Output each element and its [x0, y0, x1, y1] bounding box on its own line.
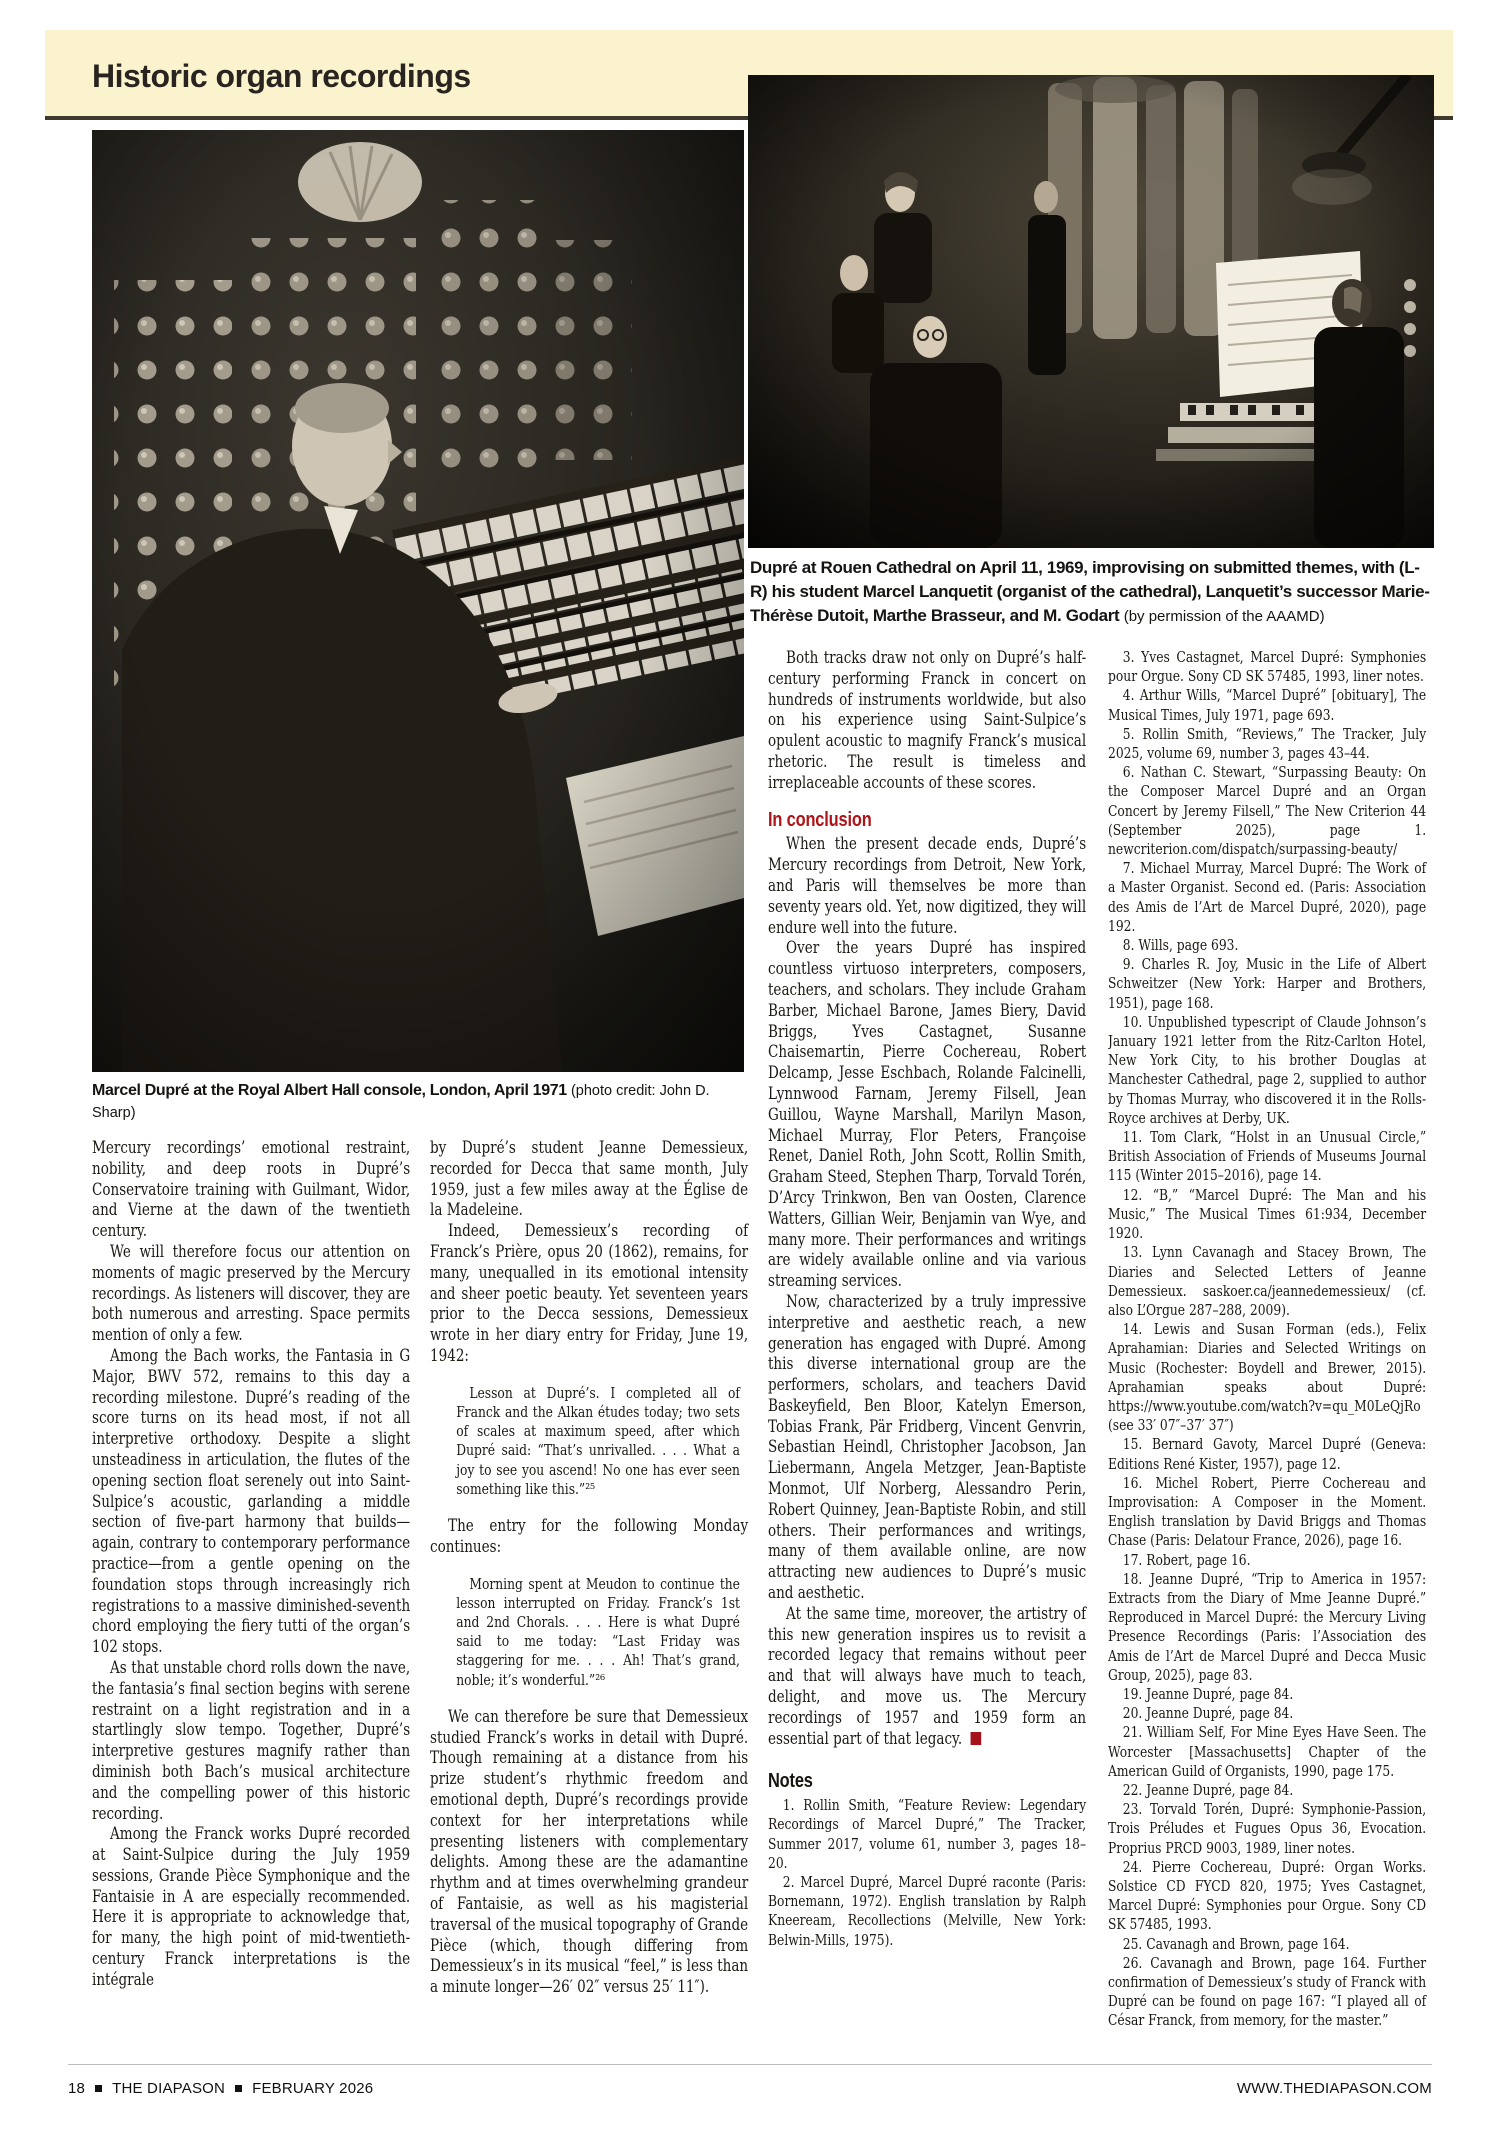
footnote: 20. Jeanne Dupré, page 84.	[1122, 1704, 1294, 1723]
section-heading-notes: Notes	[768, 1770, 813, 1793]
publication-name: THE DIAPASON	[112, 2080, 226, 2097]
footnote: 8. Wills, page 693.	[1122, 936, 1239, 955]
paragraph: When the present decade ends, Dupré’s Mercury recordings from Detroit, New York, and Paris will themselves be more than seventy years old. Yet, now digitized, they will endure well into the future.	[768, 834, 1087, 937]
section-heading-in-conclusion: In conclusion	[768, 808, 872, 831]
paragraph: Now, characterized by a truly impressive interpretive and aesthetic reach, a new generation has engaged with Dupré. Among this diverse international group are the performers, scholars, and teachers David Baskeyfield, Ben Bloor, Katelyn Emerson, Tobias Frank, Pär Fridberg, Vincent Genvrin, Sebastian Heindl, Christopher Jacobson, Jan Liebermann, Angela Metzger, Jean-Baptiste Monmot, Ulf Norberg, Alessandro Perin, Robert Quinney, Jean-Baptiste Robin, and still others. Their performances and writings, many of them available online, are now attracting new audiences to Dupré’s music and aesthetic.	[768, 1291, 1087, 1603]
paragraph: Mercury recordings’ emotional restraint, nobility, and deep roots in Dupré’s Conservatoire training with Guilmant, Widor, and Vierne at the dawn of the twentieth century.	[92, 1138, 411, 1241]
right-photo	[748, 75, 1434, 548]
square-separator-icon	[95, 2085, 102, 2092]
footnote: 16. Michel Robert, Pierre Cochereau and Improvisation: A Composer in the Moment. English translation by David Briggs and Thomas Chase (Paris: Delatour France, 2026), page 16.	[1108, 1473, 1427, 1550]
footnote: 11. Tom Clark, “Holst in an Unusual Circle,” British Association of Friends of Museums Journal 115 (Winter 2015–2016), page 14.	[1108, 1128, 1427, 1185]
footer-left	[68, 2080, 373, 2097]
left-caption-text: Marcel Dupré at the Royal Albert Hall console, London, April 1971	[92, 1082, 567, 1099]
paragraph: As that unstable chord rolls down the nave, the fantasia’s final section begins with serene restraint on a light registration and in a startlingly slow tempo. Together, Dupré’s interpretive gestures magnify rather than diminish both Bach’s musical architecture and the compelling power of this historic recording.	[92, 1657, 411, 1823]
footnote: 25. Cavanagh and Brown, page 164.	[1122, 1934, 1350, 1953]
block-quote: Morning spent at Meudon to continue the lesson interrupted on Friday. Franck’s 1st and 2nd Chorals. . . . Here is what Dupré said to me today: “Last Friday was staggering for me. . . . Ah! That’s grand, noble; it’s wonderful.”²⁶	[456, 1574, 740, 1689]
footnote: 4. Arthur Wills, “Marcel Dupré” [obituary], The Musical Times, July 1971, page 693.	[1108, 686, 1427, 724]
paragraph: We can therefore be sure that Demessieux studied Franck’s works in detail with Dupré. Though remaining at a distance from his prize student’s rhythmic freedom and emotional depth, Dupré’s recordings provide context for her interpretations while presenting listeners with complementary delights. Among these are the adamantine rhythm and at times overwhelming grandeur of Fantaisie, as well as his magisterial traversal of the musical topography of Grande Pièce (which, though differing from Demessieux’s in its musical “feel,” is less than a minute longer—26′ 02″ versus 25′ 11″).	[430, 1706, 749, 1997]
left-caption-credit: (photo credit: John D. Sharp)	[92, 1083, 710, 1121]
footnote: 10. Unpublished typescript of Claude Johnson’s January 1921 letter from the Ritz-Carlton Hotel, New York City, to his brother Douglas at Manchester Cathedral, page 2, supplied to author by Thomas Murray, who discovered it in the Rolls-Royce archives at Derby, UK.	[1108, 1012, 1427, 1127]
footnote: 18. Jeanne Dupré, “Trip to America in 1957: Extracts from the Diary of Mme Jeanne Dupré.” Reproduced in Marcel Dupré: the Mercury Living Presence Recordings (Paris: l’Association des Amis de l’Art de Marcel Dupré and Decca Music Group, 2025), page 83.	[1108, 1569, 1427, 1684]
issue-date: FEBRUARY 2026	[252, 2080, 374, 2097]
left-photo-caption	[92, 1080, 744, 1124]
right-photo-caption	[750, 556, 1434, 629]
footnote: 9. Charles R. Joy, Music in the Life of Albert Schweitzer (New York: Harper and Brothers, 1951), page 168.	[1108, 955, 1427, 1012]
footer-rule	[68, 2064, 1432, 2065]
footnote: 26. Cavanagh and Brown, page 164. Further confirmation of Demessieux’s study of Franck with Dupré can be found on page 167: “I played all of César Franck, from memory, for the master.”	[1108, 1953, 1427, 2030]
footnote: 15. Bernard Gavoty, Marcel Dupré (Geneva: Editions René Kister, 1957), page 12.	[1108, 1435, 1427, 1473]
footnote: 17. Robert, page 16.	[1122, 1550, 1251, 1569]
text-column-1	[92, 1138, 414, 2062]
footnote: 13. Lynn Cavanagh and Stacey Brown, The Diaries and Selected Letters of Jeanne Demessieux. saskoer.ca/jeannedemessieux/ (cf. also L’Orgue 287–288, 2009).	[1108, 1243, 1427, 1319]
footnote: 7. Michael Murray, Marcel Dupré: The Work of a Master Organist. Second ed. (Paris: Association des Amis de l’Art de Marcel Dupré, 2020), page 192.	[1108, 859, 1427, 935]
left-photo	[92, 130, 744, 1072]
footnote: 6. Nathan C. Stewart, “Surpassing Beauty: On the Composer Marcel Dupré and an Organ Concert by Jeremy Filsell,” The New Criterion 44 (September 2025), page 1. newcriterion.com/dispatch/surpassing-beauty/	[1108, 763, 1427, 859]
footnote: 1. Rollin Smith, “Feature Review: Legendary Recordings of Marcel Dupré,” The Tracker, Summer 2017, volume 61, number 3, pages 18–20.	[768, 1796, 1087, 1872]
right-caption-text: Dupré at Rouen Cathedral on April 11, 1969, improvising on submitted themes, with (L-R) his student Marcel Lanquetit (organist of the cathedral), Lanquetit’s successor Marie-Thérèse Dutoit, Marthe Brasseur, and M. Godart	[750, 558, 1430, 625]
footnote: 22. Jeanne Dupré, page 84.	[1122, 1780, 1294, 1799]
paragraph: Both tracks draw not only on Dupré’s half-century performing Franck in concert on hundreds of instruments worldwide, but also on his experience using Saint-Sulpice’s opulent acoustic to magnify Franck’s musical rhetoric. The result is timeless and irreplaceable accounts of these scores.	[768, 648, 1087, 792]
footnote: 24. Pierre Cochereau, Dupré: Organ Works. Solstice CD FYCD 820, 1975; Yves Castagnet, Marcel Dupré: Symphonies pour Orgue. Sony CD SK 57485, 1993.	[1108, 1857, 1427, 1934]
right-caption-credit: (by permission of the AAAMD)	[1123, 608, 1325, 625]
footnote: 5. Rollin Smith, “Reviews,” The Tracker, July 2025, volume 69, number 3, pages 43–44.	[1108, 724, 1427, 763]
footnote: 21. William Self, For Mine Eyes Have Seen. The Worcester [Massachusetts] Chapter of the American Guild of Organists, 1990, page 175.	[1108, 1723, 1427, 1780]
footnote: 2. Marcel Dupré, Marcel Dupré raconte (Paris: Bornemann, 1972). English translation by Ralph Kneeream, Recollections (Melville, New York: Belwin-Mills, 1975).	[768, 1873, 1087, 1949]
footnote: 3. Yves Castagnet, Marcel Dupré: Symphonies pour Orgue. Sony CD SK 57485, 1993, liner notes.	[1108, 648, 1427, 686]
paragraph: Over the years Dupré has inspired countless virtuoso interpreters, composers, teachers, and scholars. They include Graham Barber, Michael Barone, James Biery, David Briggs, Yves Castagnet, Susanne Chaisemartin, Pierre Cochereau, Robert Delcamp, Jesse Eschbach, Rolande Falcinelli, Lynnwood Farnam, Jeremy Filsell, Jean Guillou, Wayne Marshall, Marilyn Mason, Michael Murray, Flor Peters, Françoise Renet, Daniel Roth, John Scott, Rollin Smith, Graham Steed, Stephen Tharp, Torvald Torén, D’Arcy Trinkwon, Ben van Oosten, Clarence Watters, Gillian Weir, Benjamin van Wye, and many more. Their performances and writings are widely available online and via various streaming services.	[768, 938, 1087, 1291]
footnote: 12. “B,” “Marcel Dupré: The Man and his Music,” The Musical Times 61:934, December 1920.	[1108, 1185, 1427, 1243]
footnote: 23. Torvald Torén, Dupré: Symphonie-Passion, Trois Préludes et Fugues Opus 36, Evocation. Proprius PRCD 9003, 1989, liner notes.	[1108, 1800, 1427, 1857]
text-column-2	[430, 1138, 752, 2062]
end-of-article-mark	[970, 1732, 981, 1745]
paragraph: We will therefore focus our attention on moments of magic preserved by the Mercury recordings. As listeners will discover, they are both numerous and arresting. Space permits mention of only a few.	[92, 1241, 411, 1345]
text-column-3	[768, 648, 1090, 2062]
page-number: 18	[68, 2080, 86, 2097]
block-quote: Lesson at Dupré’s. I completed all of Franck and the Alkan études today; two sets of scales at maximum speed, after which Dupré said: “That’s unrivalled. . . . What a joy to see you ascend! No one has ever seen something like this.”²⁵	[456, 1383, 740, 1498]
footnote: 19. Jeanne Dupré, page 84.	[1122, 1684, 1294, 1703]
paragraph: At the same time, moreover, the artistry of this new generation inspires us to revisit a recorded legacy that remains without peer and that will always have much to teach, delight, and move us. The Mercury recordings of 1957 and 1959 form an essential part of that legacy.	[768, 1603, 1087, 1748]
paragraph: Among the Bach works, the Fantasia in G Major, BWV 572, remains to this day a recording milestone. Dupré’s reading of the score turns on its head most, if not all interpretive orthodoxy. Despite a slight unsteadiness in articulation, the flutes of the opening section float serenely out into Saint-Sulpice’s acoustic, garlanding a middle section of five-part harmony that builds—again, contrary to contemporary performance practice—from a gentle opening on the foundation stops through increasingly rich registrations to a massive diminished-seventh chord employing the fiery tutti of the organ’s 102 stops.	[92, 1345, 411, 1657]
paragraph: Among the Franck works Dupré recorded at Saint-Sulpice during the July 1959 sessions, Grande Pièce Symphonique and the Fantaisie in A are especially recommended. Here it is appropriate to acknowledge that, for many, the high point of mid-twentieth-century Franck interpretations is the intégrale	[92, 1824, 411, 1989]
square-separator-icon	[235, 2085, 242, 2092]
paragraph: The entry for the following Monday continues:	[430, 1515, 749, 1556]
footnote: 14. Lewis and Susan Forman (eds.), Felix Aprahamian: Diaries and Selected Writings on Music (Rochester: Boydell and Brewer, 2015). Aprahamian speaks about Dupré: https://www.youtube.com/watch?v=qu_M0LeQjRo (see 33′ 07″–37′ 37″)	[1108, 1320, 1427, 1435]
text-column-4	[1108, 648, 1430, 2062]
paragraph: Indeed, Demessieux’s recording of Franck’s Prière, opus 20 (1862), remains, for many, unequalled in its emotional intensity and sheer poetic beauty. Yet seventeen years prior to the Decca sessions, Demessieux wrote in her diary entry for Friday, June 19, 1942:	[430, 1221, 749, 1365]
paragraph: by Dupré’s student Jeanne Demessieux, recorded for Decca that same month, July 1959, just a few miles away at the Église de la Madeleine.	[430, 1138, 749, 1220]
page-title: Historic organ recordings	[92, 58, 471, 94]
footer-website: WWW.THEDIAPASON.COM	[1236, 2080, 1432, 2097]
